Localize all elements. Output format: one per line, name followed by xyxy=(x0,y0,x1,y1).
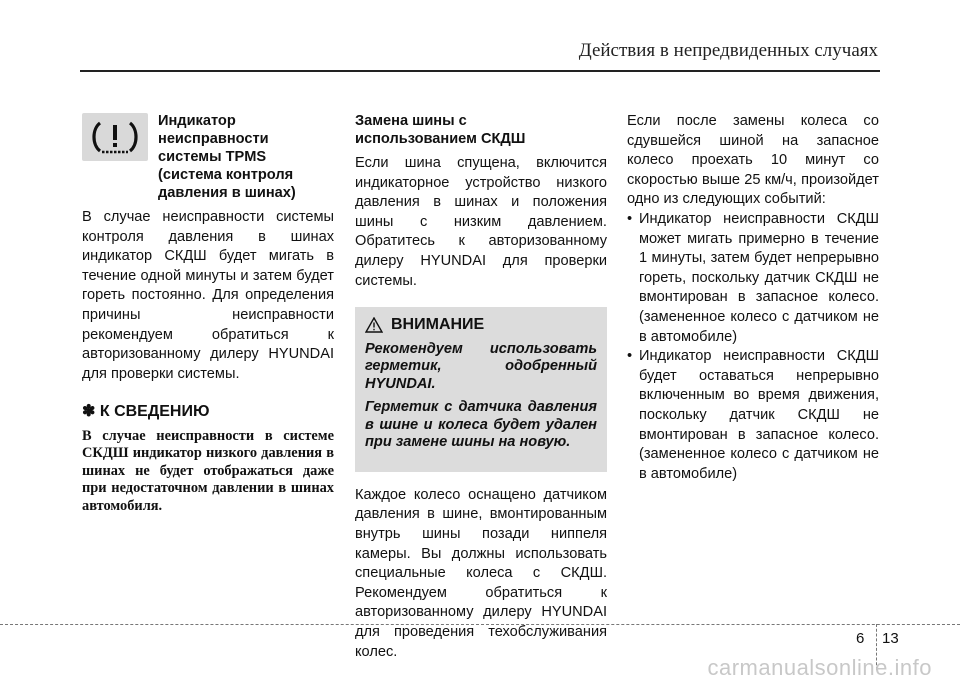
tpms-title-line: давления в шинах) xyxy=(158,185,296,201)
column-left xyxy=(82,112,334,515)
list-item: • Индикатор неисправности СКДШ будет оставаться непрерывно включенным во время движения, поскольку датчик СКДШ не вмонтирован в запасное колесо. (замененное колесо с датчиком не в автомобиле) xyxy=(627,347,879,484)
list-item: • Индикатор неисправности СКДШ может мигать примерно в течение 1 минуты, затем будет непрерывно гореть, поскольку датчик СКДШ не вмонтирован в запасное колесо. (замененное колесо с датчиком не в автомобиле) xyxy=(627,210,879,347)
tpms-heading xyxy=(82,112,334,202)
watermark: carmanualsonline.info xyxy=(707,655,932,680)
section-title-line: Замена шины с xyxy=(355,113,467,129)
spare-wheel-intro: Если после замены колеса со сдувшейся шиной на запасное колесо проехать 10 минут со скоростью выше 25 км/ч, произойдет одно из следующих событий: xyxy=(627,113,879,208)
tpms-title-line: (система контроля xyxy=(158,167,294,183)
wheel-sensor-text: Каждое колесо оснащено датчиком давления в шине, вмонтированным внутрь шины позади ниппеля камеры. Вы должны использовать специальные колеса с СКДШ. Рекомендуем обратиться к авторизованному дилеру HYUNDAI для проведения техобслуживания колес. xyxy=(355,486,607,660)
tpms-title-line: системы TPMS xyxy=(158,149,267,165)
page-header-title: Действия в непредвиденных случаях xyxy=(578,40,878,61)
section-title-line: использованием СКДШ xyxy=(355,131,526,147)
page-number: 13 xyxy=(882,630,899,647)
tpms-title-line: неисправности xyxy=(158,131,269,147)
warning-box xyxy=(355,307,607,472)
warning-title-text: ВНИМАНИЕ xyxy=(391,316,485,334)
column-right xyxy=(627,112,879,484)
chapter-number: 6 xyxy=(856,630,865,647)
warning-text: Герметик с датчика давления в шине и колеса будет удален при замене шины на новую. xyxy=(365,399,597,451)
event-list xyxy=(627,210,879,484)
note-body: В случае неисправности в системе СКДШ индикатор низкого давления в шинах не будет отображаться даже при недостаточном давлении в шинах автомобиля. xyxy=(82,427,334,514)
column-middle xyxy=(355,112,607,662)
flat-tire-text: Если шина спущена, включится индикаторное устройство низкого давления в шинах и положения шины с низким давлением. Обратитесь к авторизованному дилеру HYUNDAI для проверки системы. xyxy=(355,155,607,289)
warning-text: Рекомендуем использовать герметик, одобренный HYUNDAI. xyxy=(365,340,597,392)
note-heading: ✽ К СВЕДЕНИЮ xyxy=(82,403,210,421)
tpms-warning-icon xyxy=(82,113,148,161)
warning-title xyxy=(365,315,597,335)
tpms-title-line: Индикатор xyxy=(158,113,236,129)
warning-triangle-icon xyxy=(365,317,383,333)
header-divider xyxy=(80,70,880,72)
footer-divider xyxy=(0,624,960,625)
tpms-malfunction-text: В случае неисправности системы контроля давления в шинах индикатор СКДШ будет мигать в течение одной минуты и затем будет гореть постоянно. Для определения причины неисправности рекомендуем обратиться к авторизованному дилеру HYUNDAI для проверки системы. xyxy=(82,209,334,382)
